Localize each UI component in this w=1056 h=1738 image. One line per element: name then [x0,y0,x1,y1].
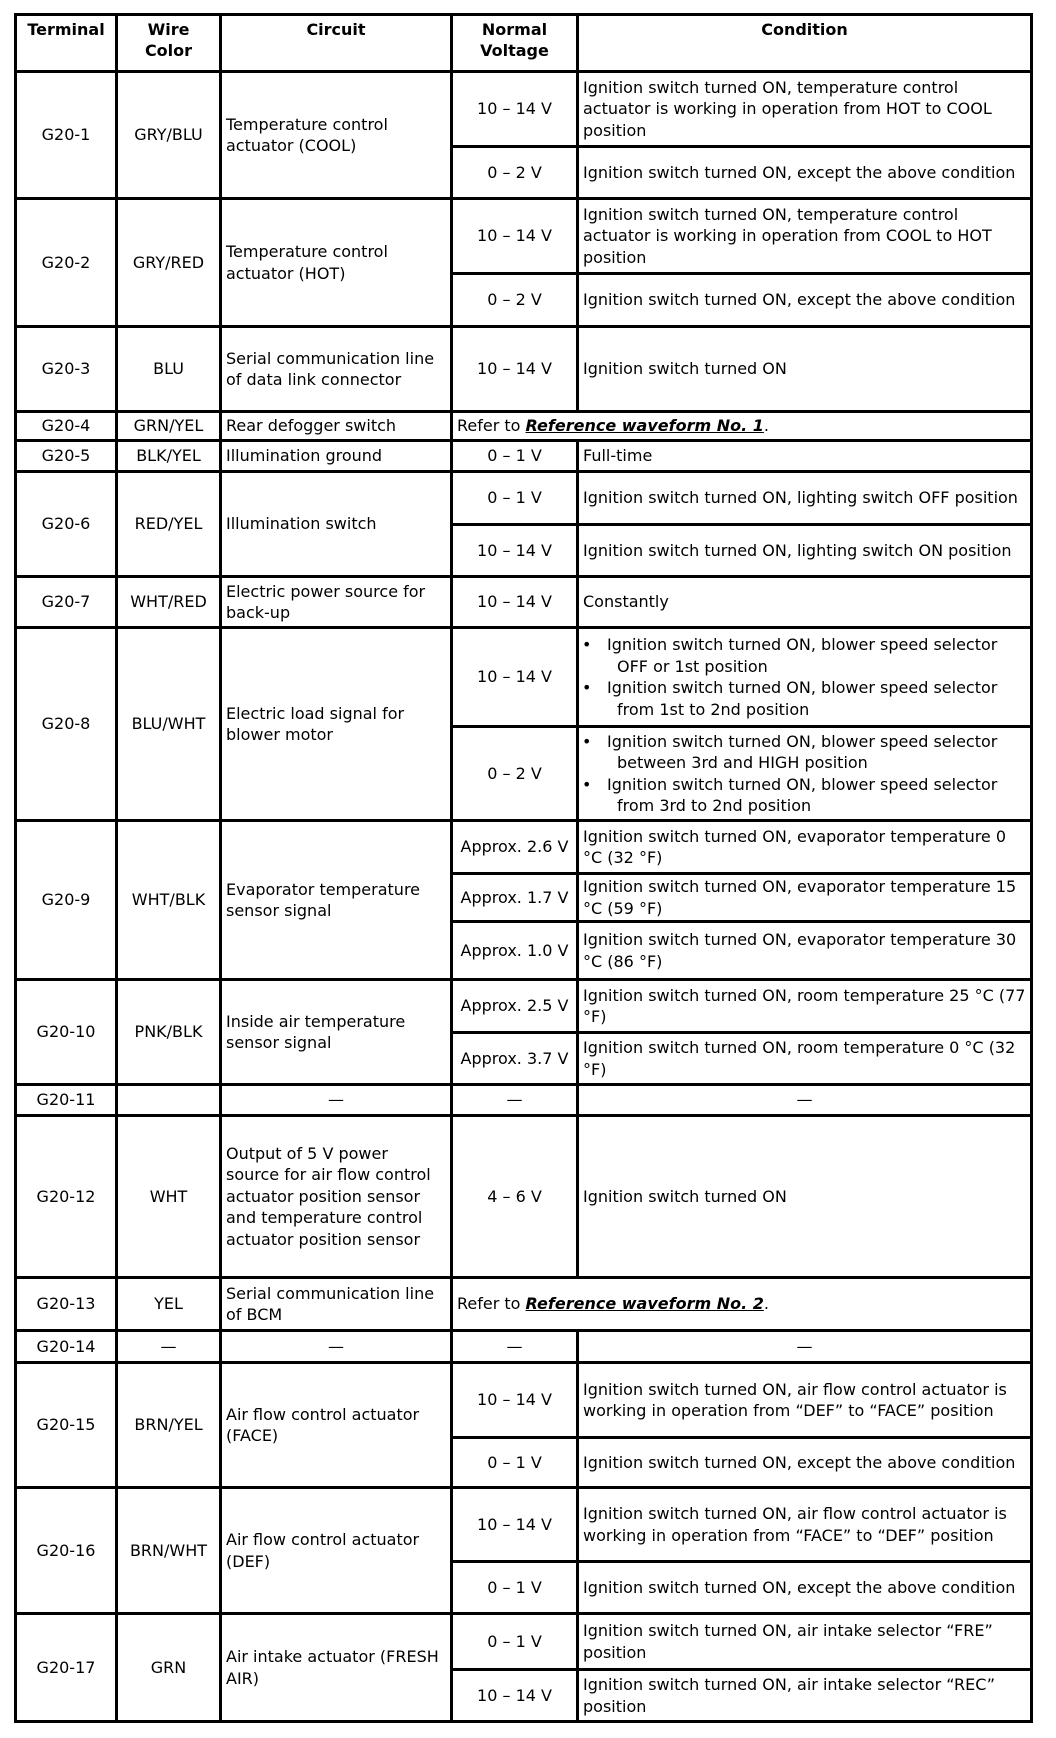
condition-cell: Ignition switch turned ON [578,1116,1032,1278]
terminal-cell: G20-3 [16,327,117,412]
condition-cell: Ignition switch turned ON, room temperature 25 °C (77 °F) [578,980,1032,1033]
wire-color-cell: GRN/YEL [117,412,221,441]
voltage-cell: 10 – 14 V [452,72,578,147]
terminal-cell: G20-13 [16,1278,117,1331]
wire-color-cell: BRN/YEL [117,1363,221,1488]
wire-color-cell: BLK/YEL [117,441,221,472]
circuit-cell: Serial communication line of data link connector [221,327,452,412]
table-body [16,72,1032,1722]
circuit-cell: Illumination ground [221,441,452,472]
table-row [16,628,1032,727]
table-row [16,441,1032,472]
condition-cell: Ignition switch turned ON [578,327,1032,412]
reference-prefix: Refer to [457,1294,526,1314]
condition-cell: Ignition switch turned ON, air intake selector “FRE” position [578,1614,1032,1670]
reference-prefix: Refer to [457,416,526,436]
circuit-cell: — [221,1331,452,1363]
table-row [16,821,1032,874]
circuit-cell: Illumination switch [221,472,452,577]
circuit-cell: Air flow control actuator (DEF) [221,1488,452,1614]
header-condition: Condition [578,15,1032,72]
terminal-cell: G20-2 [16,199,117,327]
condition-cell: Ignition switch turned ON, except the above condition [578,1562,1032,1614]
circuit-cell: Temperature control actuator (COOL) [221,72,452,199]
terminal-cell: G20-14 [16,1331,117,1363]
voltage-cell: Approx. 2.6 V [452,821,578,874]
condition-list-item: • Ignition switch turned ON, blower speed selector from 1st to 2nd position [583,677,1026,720]
terminal-cell: G20-5 [16,441,117,472]
condition-cell: Ignition switch turned ON, except the above condition [578,147,1032,199]
terminal-cell: G20-15 [16,1363,117,1488]
voltage-cell: 0 – 1 V [452,1562,578,1614]
terminal-cell: G20-6 [16,472,117,577]
voltage-cell: 4 – 6 V [452,1116,578,1278]
condition-list [583,634,1026,720]
table-row [16,1278,1032,1331]
wire-color-cell: GRY/RED [117,199,221,327]
voltage-cell: 0 – 2 V [452,274,578,327]
table-row [16,980,1032,1033]
terminal-cell: G20-7 [16,577,117,628]
reference-suffix: . [763,416,769,436]
wire-color-cell: WHT/RED [117,577,221,628]
table-row [16,1085,1032,1116]
condition-cell: Ignition switch turned ON, except the above condition [578,274,1032,327]
table-row [16,1116,1032,1278]
wire-color-cell: WHT/BLK [117,821,221,980]
condition-cell: — [578,1331,1032,1363]
header-terminal: Terminal [16,15,117,72]
terminal-cell: G20-8 [16,628,117,821]
condition-cell: Ignition switch turned ON, room temperature 0 °C (32 °F) [578,1033,1032,1085]
voltage-cell: Approx. 1.0 V [452,922,578,980]
condition-list-item: • Ignition switch turned ON, blower speed selector OFF or 1st position [583,634,1026,677]
voltage-cell: 0 – 1 V [452,441,578,472]
condition-cell [578,628,1032,727]
table-row [16,327,1032,412]
condition-cell: Ignition switch turned ON, air flow control actuator is working in operation from “DEF” to “FACE” position [578,1363,1032,1438]
table-row [16,1488,1032,1562]
wire-color-cell [117,1085,221,1116]
voltage-cell: Approx. 1.7 V [452,874,578,922]
circuit-cell: Electric load signal for blower motor [221,628,452,821]
terminal-cell: G20-9 [16,821,117,980]
condition-cell: Ignition switch turned ON, air intake selector “REC” position [578,1670,1032,1722]
circuit-cell: Evaporator temperature sensor signal [221,821,452,980]
table-row [16,1331,1032,1363]
condition-cell: Full-time [578,441,1032,472]
header-row [16,15,1032,72]
condition-cell: Ignition switch turned ON, temperature control actuator is working in operation from COOL to HOT position [578,199,1032,274]
table-row [16,1614,1032,1670]
table-row [16,472,1032,525]
condition-cell: Ignition switch turned ON, temperature control actuator is working in operation from HOT to COOL position [578,72,1032,147]
condition-cell: Ignition switch turned ON, evaporator temperature 15 °C (59 °F) [578,874,1032,922]
condition-cell: Ignition switch turned ON, evaporator temperature 30 °C (86 °F) [578,922,1032,980]
voltage-cell: 10 – 14 V [452,525,578,577]
reference-cell [452,412,1032,441]
voltage-cell: — [452,1331,578,1363]
voltage-cell: 0 – 1 V [452,1614,578,1670]
table-row [16,199,1032,274]
table-row [16,1363,1032,1438]
voltage-cell: Approx. 2.5 V [452,980,578,1033]
circuit-cell: Serial communication line of BCM [221,1278,452,1331]
reference-waveform-link[interactable]: Reference waveform No. 1 [525,416,764,436]
circuit-cell: Rear defogger switch [221,412,452,441]
circuit-cell: Temperature control actuator (HOT) [221,199,452,327]
terminal-cell: G20-16 [16,1488,117,1614]
condition-cell: Constantly [578,577,1032,628]
voltage-cell: 10 – 14 V [452,1488,578,1562]
terminal-cell: G20-1 [16,72,117,199]
voltage-cell: 0 – 2 V [452,727,578,821]
condition-cell: Ignition switch turned ON, lighting switch ON position [578,525,1032,577]
voltage-cell: 10 – 14 V [452,1363,578,1438]
terminal-cell: G20-17 [16,1614,117,1722]
voltage-cell: 10 – 14 V [452,628,578,727]
circuit-cell: — [221,1085,452,1116]
header-normal-voltage: Normal Voltage [452,15,578,72]
condition-list [583,731,1026,817]
voltage-cell: — [452,1085,578,1116]
table-row [16,577,1032,628]
circuit-cell: Air intake actuator (FRESH AIR) [221,1614,452,1722]
table-row [16,72,1032,147]
wire-color-cell: WHT [117,1116,221,1278]
voltage-cell: 10 – 14 V [452,1670,578,1722]
condition-list-item: • Ignition switch turned ON, blower speed selector from 3rd to 2nd position [583,774,1026,817]
circuit-cell: Electric power source for back-up [221,577,452,628]
terminal-cell: G20-10 [16,980,117,1085]
condition-cell: Ignition switch turned ON, lighting switch OFF position [578,472,1032,525]
reference-cell [452,1278,1032,1331]
circuit-cell: Output of 5 V power source for air flow control actuator position sensor and temperature control actuator position sensor [221,1116,452,1278]
wire-color-cell: RED/YEL [117,472,221,577]
circuit-cell: Inside air temperature sensor signal [221,980,452,1085]
wire-color-cell: GRY/BLU [117,72,221,199]
wire-color-cell: BRN/WHT [117,1488,221,1614]
circuit-cell: Air flow control actuator (FACE) [221,1363,452,1488]
voltage-cell: 10 – 14 V [452,327,578,412]
header-circuit: Circuit [221,15,452,72]
wire-color-cell: BLU [117,327,221,412]
condition-cell: Ignition switch turned ON, evaporator temperature 0 °C (32 °F) [578,821,1032,874]
voltage-cell: 0 – 1 V [452,472,578,525]
wire-color-cell: PNK/BLK [117,980,221,1085]
voltage-cell: 0 – 1 V [452,1438,578,1488]
terminal-cell: G20-4 [16,412,117,441]
wire-color-cell: GRN [117,1614,221,1722]
condition-cell: Ignition switch turned ON, air flow control actuator is working in operation from “FACE” to “DEF” position [578,1488,1032,1562]
condition-cell: — [578,1085,1032,1116]
voltage-cell: 0 – 2 V [452,147,578,199]
voltage-cell: 10 – 14 V [452,577,578,628]
terminal-voltage-table [14,13,1033,1723]
wire-color-cell: — [117,1331,221,1363]
reference-suffix: . [763,1294,769,1314]
voltage-cell: Approx. 3.7 V [452,1033,578,1085]
voltage-cell: 10 – 14 V [452,199,578,274]
condition-cell [578,727,1032,821]
wire-color-cell: BLU/WHT [117,628,221,821]
condition-list-item: • Ignition switch turned ON, blower speed selector between 3rd and HIGH position [583,731,1026,774]
terminal-cell: G20-12 [16,1116,117,1278]
wire-color-cell: YEL [117,1278,221,1331]
reference-waveform-link[interactable]: Reference waveform No. 2 [525,1294,764,1314]
table-row [16,412,1032,441]
condition-cell: Ignition switch turned ON, except the above condition [578,1438,1032,1488]
terminal-cell: G20-11 [16,1085,117,1116]
header-wire-color: Wire Color [117,15,221,72]
